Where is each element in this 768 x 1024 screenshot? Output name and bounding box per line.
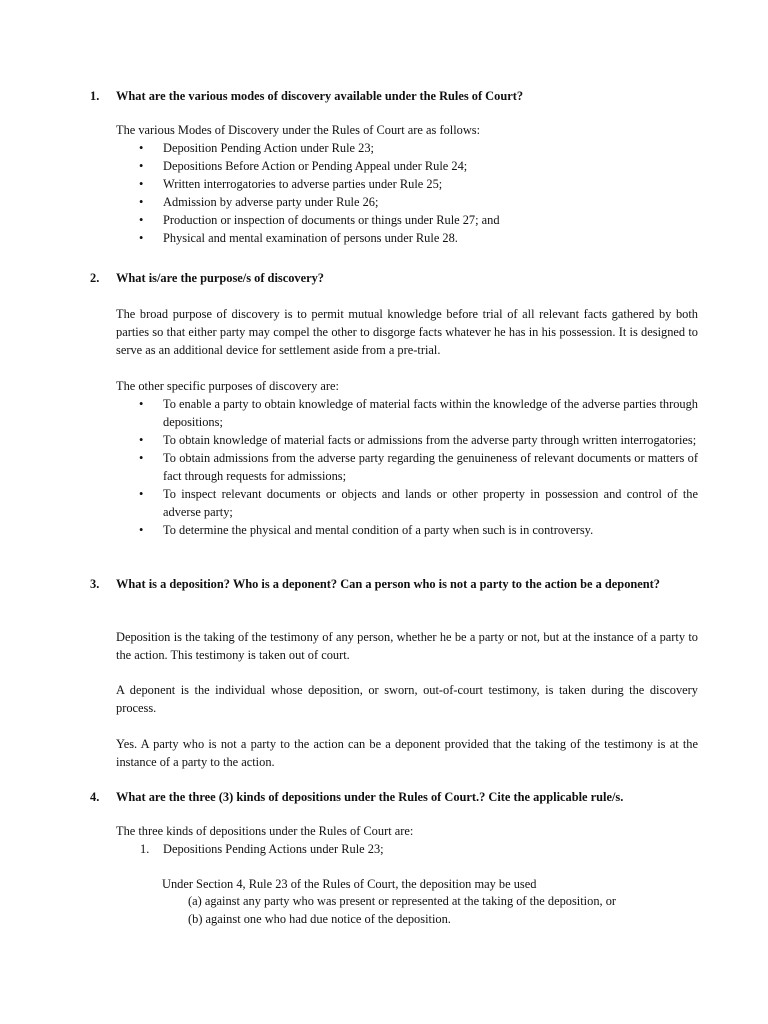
question-2-paragraph: The broad purpose of discovery is to permit mutual knowledge before trial of all relevant facts gathered by both parties so that either party may compel the other to disgorge facts whatever he has in his possession. It is designed to serve as an additional device for settlement aside from a pre-trial. [116,307,698,357]
question-number: 3. [90,577,100,591]
question-3-paragraph-3: Yes. A party who is not a party to the action can be a deponent provided that the taking of the testimony is at the instance of a party to the action. [116,737,698,769]
list-item-number: 1. [140,842,150,856]
list-item: • To determine the physical and mental condition of a party when such is in controversy. [116,521,698,539]
sub-item-b: (b) against one who had due notice of the deposition. [188,912,451,926]
question-4-numbered-list [140,840,698,858]
sub-item-a: (a) against any party who was present or represented at the taking of the deposition, or [188,894,617,908]
question-2-heading [90,269,698,287]
question-4-heading [90,788,698,806]
question-number: 1. [90,89,100,103]
list-item: • Depositions Before Action or Pending Appeal under Rule 24; [116,157,698,175]
question-3-paragraph-1: Deposition is the taking of the testimony of any person, whether he be a party or not, but at the instance of a party to the action. This testimony is taken out of court. [116,630,698,662]
list-item: • Written interrogatories to adverse parties under Rule 25; [116,175,698,193]
question-2-intro: The other specific purposes of discovery are: [116,379,339,393]
question-1-heading [90,87,698,105]
question-title: What are the three (3) kinds of depositions under the Rules of Court.? Cite the applicable rule/s. [116,790,624,804]
list-item: • To enable a party to obtain knowledge of material facts within the knowledge of the adverse parties through depositions; [116,395,698,431]
list-item: • To obtain knowledge of material facts or admissions from the adverse party through written interrogatories; [116,431,698,449]
question-number: 4. [90,790,100,804]
question-number: 2. [90,271,100,285]
question-title: What are the various modes of discovery available under the Rules of Court? [116,89,524,103]
list-item: • To obtain admissions from the adverse party regarding the genuineness of relevant documents or matters of fact through requests for admissions; [116,449,698,485]
question-1-intro: The various Modes of Discovery under the Rules of Court are as follows: [116,123,481,137]
question-1-bullet-list [116,139,698,247]
question-title: What is a deposition? Who is a deponent? Can a person who is not a party to the action be a deponent? [116,577,660,591]
list-item: • Physical and mental examination of persons under Rule 28. [116,229,698,247]
question-4-intro: The three kinds of depositions under the Rules of Court are: [116,824,414,838]
question-2-bullet-list [116,395,698,539]
question-3-heading [90,575,698,593]
list-item: • Deposition Pending Action under Rule 23; [116,139,698,157]
question-title: What is/are the purpose/s of discovery? [116,271,324,285]
list-item: • Admission by adverse party under Rule 26; [116,193,698,211]
list-item: • To inspect relevant documents or objects and lands or other property in possession and control of the adverse party; [116,485,698,521]
list-item: • Production or inspection of documents or things under Rule 27; and [116,211,698,229]
question-4-under-section: Under Section 4, Rule 23 of the Rules of Court, the deposition may be used [162,877,537,891]
list-item-text: Depositions Pending Actions under Rule 23; [163,842,384,856]
question-3-paragraph-2: A deponent is the individual whose deposition, or sworn, out-of-court testimony, is taken during the discovery process. [116,683,698,715]
list-item [140,840,698,858]
